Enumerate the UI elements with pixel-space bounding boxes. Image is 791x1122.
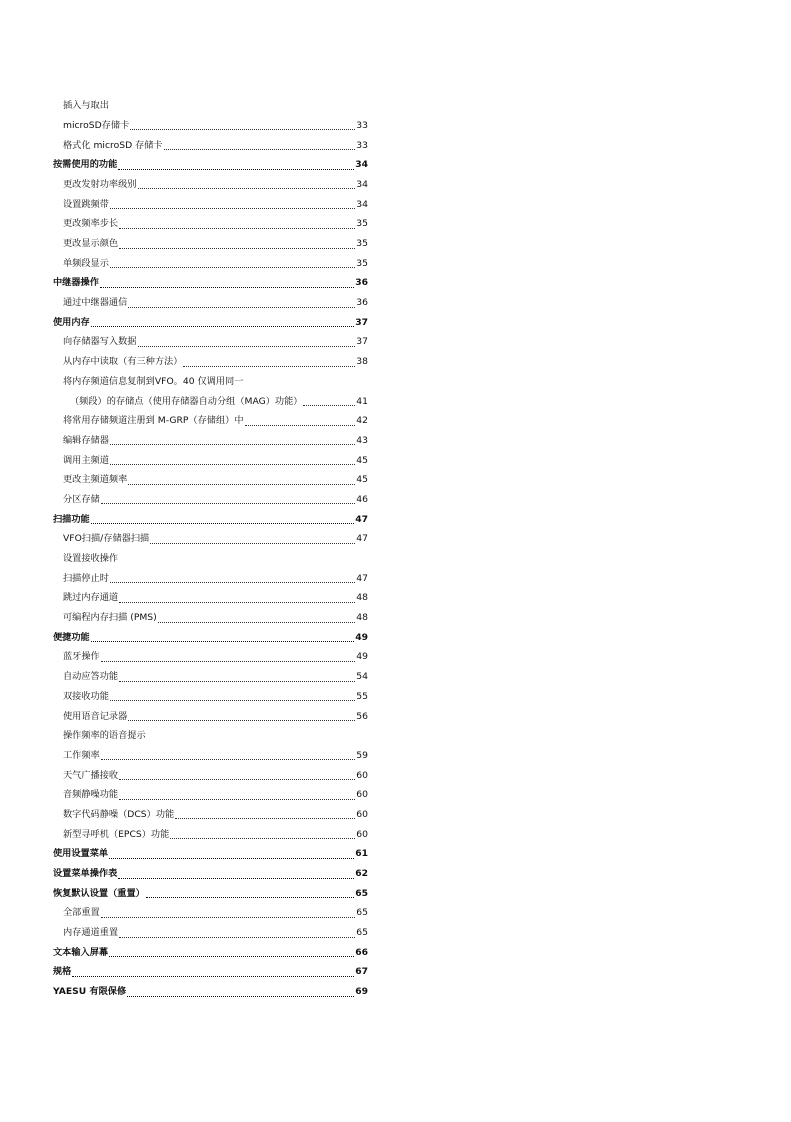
dot-leader <box>118 168 354 170</box>
toc-entry-title: 将内存频道信息复制到VFO。40 仅调用同一 <box>63 375 244 387</box>
toc-page-number: 45 <box>356 474 368 486</box>
dot-leader <box>245 424 356 426</box>
dot-leader <box>101 758 356 760</box>
toc-entry-title: 跳过内存通道 <box>63 592 119 604</box>
toc-entry-title: 使用语音记录器 <box>63 710 128 722</box>
toc-entry-title: 格式化 microSD 存储卡 <box>63 139 163 151</box>
toc-entry-title: 分区存储 <box>63 493 100 505</box>
toc-entry[interactable] <box>53 903 368 923</box>
toc-entry-title: 数字代码静噪（DCS）功能 <box>63 808 175 820</box>
toc-entry[interactable] <box>53 706 368 726</box>
toc-entry-title: 设置接收操作 <box>63 553 119 565</box>
toc-entry-title: 双接收功能 <box>63 690 109 702</box>
dot-leader <box>91 522 354 524</box>
toc-page-number: 47 <box>356 533 368 545</box>
dot-leader <box>119 227 355 229</box>
toc-section-entry[interactable] <box>53 628 368 648</box>
dot-leader <box>128 719 355 721</box>
toc-entry[interactable] <box>53 450 368 470</box>
toc-entry-title: 通过中继器通信 <box>63 297 128 309</box>
toc-entry[interactable] <box>53 923 368 943</box>
dot-leader <box>119 680 355 682</box>
toc-entry-title: 向存储器写入数据 <box>63 336 137 348</box>
toc-entry[interactable] <box>53 746 368 766</box>
toc-entry-title: （频段）的存储点（使用存储器自动分组（MAG）功能） <box>70 395 303 407</box>
toc-entry-title: 内存通道重置 <box>63 927 119 939</box>
toc-entry[interactable] <box>53 785 368 805</box>
toc-entry[interactable] <box>53 352 368 372</box>
dot-leader <box>119 247 355 249</box>
toc-entry-title: 编辑存储器 <box>63 434 109 446</box>
toc-page-number: 36 <box>355 277 368 289</box>
toc-page-number: 62 <box>355 868 368 880</box>
toc-section-entry[interactable] <box>53 943 368 963</box>
toc-entry[interactable] <box>53 234 368 254</box>
toc-page-number: 65 <box>356 927 368 939</box>
dot-leader <box>158 621 356 623</box>
toc-entry-title: 扫描功能 <box>53 513 90 525</box>
dot-leader <box>119 798 355 800</box>
toc-page-number: 49 <box>356 651 368 663</box>
toc-page-number: 41 <box>356 395 368 407</box>
toc-section-entry[interactable] <box>53 844 368 864</box>
dot-leader <box>146 896 354 898</box>
dot-leader <box>72 975 354 977</box>
toc-entry[interactable] <box>53 765 368 785</box>
toc-page-number: 42 <box>356 415 368 427</box>
dot-leader <box>130 128 355 130</box>
toc-entry[interactable] <box>53 490 368 510</box>
toc-entry-title: 新型寻呼机（EPCS）功能 <box>63 828 170 840</box>
toc-entry-title: 设置跳频带 <box>63 198 109 210</box>
dot-leader <box>127 995 354 997</box>
dot-leader <box>164 148 356 150</box>
dot-leader <box>128 306 355 308</box>
dot-leader <box>109 857 354 859</box>
dot-leader <box>100 286 354 288</box>
toc-page-number: 37 <box>355 316 368 328</box>
toc-entry-title: VFO扫描/存储器扫描 <box>63 533 150 545</box>
toc-entry[interactable] <box>53 726 368 746</box>
dot-leader <box>101 916 356 918</box>
dot-leader <box>91 325 354 327</box>
toc-entry-title: 中继器操作 <box>53 277 99 289</box>
dot-leader <box>110 443 355 445</box>
dot-leader <box>128 483 355 485</box>
toc-entry-title: 恢复默认设置（重置） <box>53 887 145 899</box>
toc-entry[interactable] <box>53 588 368 608</box>
toc-entry[interactable] <box>53 470 368 490</box>
toc-section-entry[interactable] <box>53 155 368 175</box>
toc-entry-title: 更改主频道频率 <box>63 474 128 486</box>
toc-page-number: 38 <box>356 356 368 368</box>
toc-entry[interactable] <box>53 254 368 274</box>
toc-page-number: 66 <box>355 946 368 958</box>
toc-entry[interactable] <box>53 214 368 234</box>
toc-page-number: 36 <box>356 297 368 309</box>
toc-page-number: 60 <box>356 789 368 801</box>
toc-page-number: 35 <box>356 238 368 250</box>
toc-page-number: 61 <box>355 848 368 860</box>
dot-leader <box>138 345 356 347</box>
toc-entry-title: 从内存中读取（有三种方法） <box>63 356 183 368</box>
toc-entry[interactable] <box>53 647 368 667</box>
toc-entry[interactable] <box>53 391 368 411</box>
toc-entry-title: 规格 <box>53 966 72 978</box>
toc-entry-title: 工作频率 <box>63 749 100 761</box>
toc-entry[interactable] <box>53 529 368 549</box>
toc-entry-title: 音频静噪功能 <box>63 789 119 801</box>
dot-leader <box>118 877 354 879</box>
toc-entry[interactable] <box>53 805 368 825</box>
toc-entry-title: 插入与取出 <box>63 100 109 112</box>
dot-leader <box>110 581 355 583</box>
dot-leader <box>101 502 356 504</box>
dot-leader <box>109 955 354 957</box>
toc-page-number: 48 <box>356 612 368 624</box>
toc-entry[interactable] <box>53 824 368 844</box>
toc-entry-title: 按需使用的功能 <box>53 159 118 171</box>
dot-leader <box>170 837 355 839</box>
toc-entry[interactable] <box>53 293 368 313</box>
toc-entry-title: 更改发射功率级别 <box>63 178 137 190</box>
toc-entry[interactable] <box>53 175 368 195</box>
toc-entry-title: 设置菜单操作表 <box>53 868 118 880</box>
toc-entry-title: 可编程内存扫描 (PMS) <box>63 612 157 624</box>
toc-entry[interactable] <box>53 194 368 214</box>
toc-entry-title: 天气广播接收 <box>63 769 119 781</box>
toc-page-number: 46 <box>356 493 368 505</box>
toc-entry-title: YAESU 有限保修 <box>53 986 127 998</box>
dot-leader <box>110 207 355 209</box>
toc-entry-title: 单频段显示 <box>63 257 109 269</box>
toc-section-entry[interactable] <box>53 313 368 333</box>
toc-entry-title: 调用主频道 <box>63 454 109 466</box>
toc-page-number: 60 <box>356 828 368 840</box>
toc-section-entry[interactable] <box>53 509 368 529</box>
toc-entry-title: 便捷功能 <box>53 631 90 643</box>
toc-page-number: 49 <box>355 631 368 643</box>
toc-page-number: 33 <box>356 139 368 151</box>
toc-entry[interactable] <box>53 608 368 628</box>
toc-entry[interactable] <box>53 372 368 392</box>
toc-entry[interactable] <box>53 549 368 569</box>
toc-page-number: 47 <box>356 572 368 584</box>
toc-section-entry[interactable] <box>53 962 368 982</box>
toc-page-number: 65 <box>356 907 368 919</box>
toc-entry-title: 文本输入屏幕 <box>53 946 109 958</box>
dot-leader <box>303 404 355 406</box>
toc-entry[interactable] <box>53 135 368 155</box>
toc-page-number: 60 <box>356 808 368 820</box>
toc-section-entry[interactable] <box>53 864 368 884</box>
dot-leader <box>91 640 354 642</box>
toc-entry-title: 全部重置 <box>63 907 100 919</box>
toc-entry[interactable] <box>53 116 368 136</box>
toc-entry-title: 更改显示颜色 <box>63 238 119 250</box>
dot-leader <box>119 601 355 603</box>
toc-entry[interactable] <box>53 96 368 116</box>
toc-page-number: 59 <box>356 749 368 761</box>
toc-page-number: 69 <box>355 986 368 998</box>
toc-page-number: 35 <box>356 257 368 269</box>
toc-page-number: 48 <box>356 592 368 604</box>
toc-page-number: 60 <box>356 769 368 781</box>
toc-entry-title: 使用设置菜单 <box>53 848 109 860</box>
toc-page-number: 67 <box>355 966 368 978</box>
toc-page-number: 47 <box>355 513 368 525</box>
dot-leader <box>119 936 355 938</box>
toc-page-number: 43 <box>356 434 368 446</box>
toc-page-number: 56 <box>356 710 368 722</box>
toc-page-number: 65 <box>355 887 368 899</box>
toc-section-entry[interactable] <box>53 982 368 1002</box>
toc-page-number: 34 <box>356 198 368 210</box>
toc-entry-title: microSD存储卡 <box>63 119 130 131</box>
toc-entry-title: 蓝牙操作 <box>63 651 100 663</box>
toc-entry[interactable] <box>53 332 368 352</box>
dot-leader <box>183 365 355 367</box>
toc-page-number: 35 <box>356 218 368 230</box>
dot-leader <box>101 660 356 662</box>
toc-section-entry[interactable] <box>53 884 368 904</box>
dot-leader <box>110 266 355 268</box>
toc-section-entry[interactable] <box>53 273 368 293</box>
toc-entry-title: 更改频率步长 <box>63 218 119 230</box>
toc-page-number: 37 <box>356 336 368 348</box>
toc-page-number: 54 <box>356 671 368 683</box>
toc-page-number: 45 <box>356 454 368 466</box>
table-of-contents <box>53 96 368 1002</box>
toc-entry[interactable] <box>53 687 368 707</box>
toc-page-number: 33 <box>356 119 368 131</box>
toc-page-number: 34 <box>355 159 368 171</box>
dot-leader <box>119 778 355 780</box>
dot-leader <box>150 542 355 544</box>
toc-entry-title: 自动应答功能 <box>63 671 119 683</box>
toc-entry-title: 扫描停止时 <box>63 572 109 584</box>
dot-leader <box>110 699 355 701</box>
toc-page-number: 34 <box>356 178 368 190</box>
toc-entry[interactable] <box>53 569 368 589</box>
toc-entry-title: 将常用存储频道注册到 M-GRP（存储组）中 <box>63 415 244 427</box>
toc-entry[interactable] <box>53 411 368 431</box>
toc-entry-title: 使用内存 <box>53 316 90 328</box>
dot-leader <box>175 817 355 819</box>
toc-page-number: 55 <box>356 690 368 702</box>
dot-leader <box>138 187 356 189</box>
toc-entry-title: 操作频率的语音提示 <box>63 730 146 742</box>
dot-leader <box>110 463 355 465</box>
toc-entry[interactable] <box>53 667 368 687</box>
toc-entry[interactable] <box>53 431 368 451</box>
